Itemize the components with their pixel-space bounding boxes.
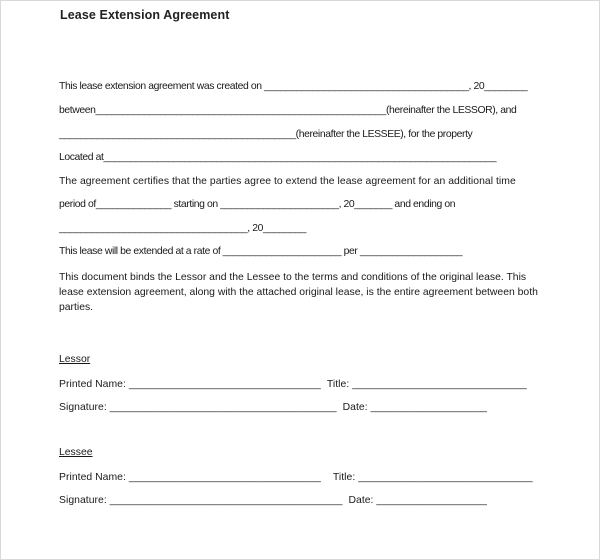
document-body [59, 81, 546, 316]
lessee-title-field[interactable]: Title: ______________________________ [332, 471, 533, 483]
binding-clause-paragraph: This document binds the Lessor and the Lessee to the terms and conditions of the original lease. This lease extension agreement, along with the attached original lease, is the entire agreement between both parties. [59, 272, 538, 314]
lessee-signature-field[interactable]: Signature: ________________________________________ [59, 495, 343, 506]
lessee-signature-block [59, 447, 546, 506]
lessor-signature-block [59, 354, 546, 413]
lessee-printed-name-row [59, 472, 546, 483]
lessee-party-line: ____________________________________________(hereinafter the LESSEE), for the property [59, 128, 473, 140]
lessor-heading: Lessor [59, 354, 91, 365]
certifies-line: The agreement certifies that the parties agree to extend the lease agreement for an additional time [59, 175, 516, 187]
lessee-heading: Lessee [59, 447, 93, 458]
rate-line: This lease will be extended at a rate of ______________________ per ___________________ [59, 246, 463, 257]
page-title: Lease Extension Agreement [60, 8, 230, 22]
located-at-line: Located at_________________________________________________________________________ [59, 152, 497, 163]
lessee-date-field[interactable]: Date: ___________________ [348, 495, 487, 506]
lessor-signature-field[interactable]: Signature: _______________________________________ [59, 402, 337, 413]
lessor-printed-name-field[interactable]: Printed Name: _________________________________ [59, 378, 321, 390]
lessor-party-line: between______________________________________________________(hereinafter the LESSOR), and [59, 105, 517, 116]
created-on-line: This lease extension agreement was created on ______________________________________, 20________ [59, 81, 528, 92]
period-line: period of______________ starting on ______________________, 20_______ and ending on [59, 199, 456, 210]
lessor-title-field[interactable]: Title: ______________________________ [326, 378, 527, 390]
lessor-signature-row [59, 402, 546, 413]
lessee-printed-name-field[interactable]: Printed Name: _________________________________ [59, 471, 321, 483]
lessor-date-field[interactable]: Date: ____________________ [342, 402, 487, 413]
period-continuation-line: ___________________________________, 20________ [59, 222, 307, 234]
lessee-signature-row [59, 495, 546, 506]
lessor-printed-name-row [59, 379, 546, 390]
